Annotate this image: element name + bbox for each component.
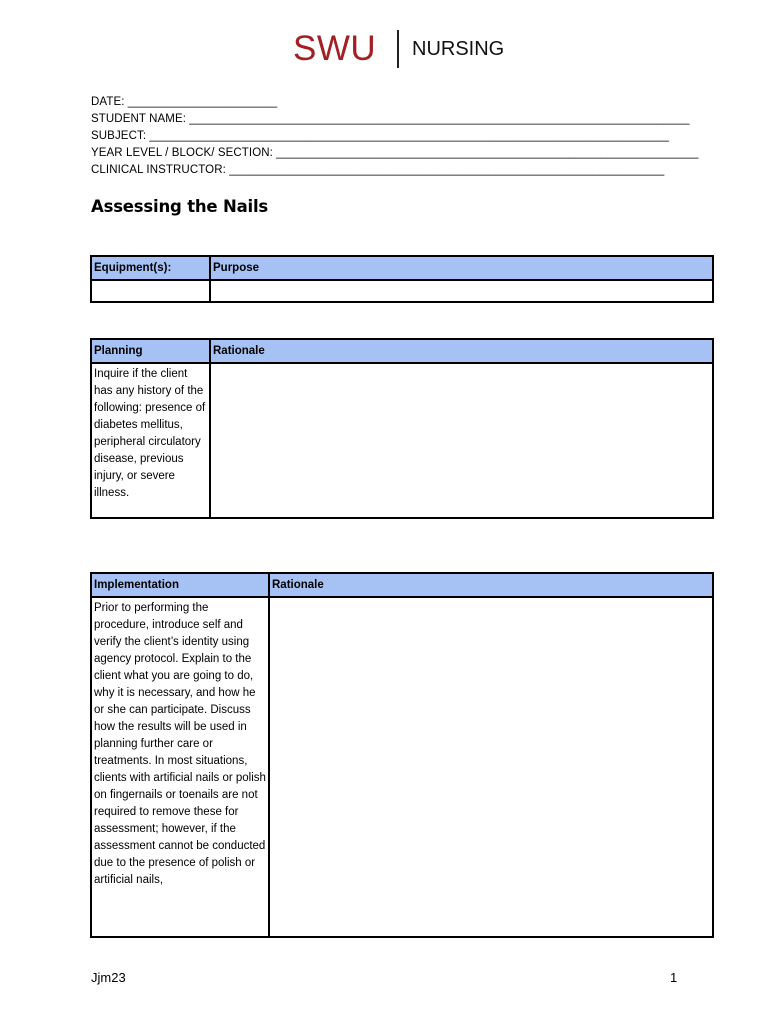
footer-author: Jjm23	[91, 970, 126, 985]
date-field: DATE: _______________________	[91, 96, 278, 108]
rationale-cell	[269, 597, 713, 937]
implementation-table	[90, 572, 714, 938]
table-row	[91, 363, 713, 518]
table-row	[91, 280, 713, 302]
implementation-text: Prior to performing the procedure, introduce self and verify the client’s identity using agency protocol. Explain to the client what you are going to do, why it is necessary, and how he or she can participate. Discuss how the results will be used in planning further care or treatments. In most situations, clients with artificial nails or polish on fingernails or toenails are not required to remove these for assessment; however, if the assessment cannot be conducted due to the presence of polish or artificial nails,	[94, 602, 266, 886]
equipment-cell	[91, 280, 210, 302]
purpose-header: Purpose	[210, 256, 713, 280]
subject-field: SUBJECT: ________________________________________________________________________________	[91, 130, 670, 142]
implementation-cell	[91, 597, 269, 937]
page-title: Assessing the Nails	[91, 197, 269, 216]
table-header-row	[91, 573, 713, 597]
planning-table	[90, 338, 714, 519]
equipment-table	[90, 255, 714, 303]
table-header-row	[91, 256, 713, 280]
planning-text: Inquire if the client has any history of the following: presence of diabetes mellitus, peripheral circulatory disease, previous injury, or severe illness.	[94, 368, 206, 499]
student-info-fields	[91, 94, 699, 179]
logo-divider	[397, 30, 399, 68]
page-number: 1	[670, 970, 678, 985]
logo-nursing: NURSING	[412, 38, 505, 60]
student-name-field: STUDENT NAME: _____________________________________________________________________________	[91, 113, 690, 125]
table-header-row	[91, 339, 713, 363]
planning-cell	[91, 363, 210, 518]
purpose-cell	[210, 280, 713, 302]
rationale-header: Rationale	[269, 573, 713, 597]
implementation-header: Implementation	[91, 573, 269, 597]
logo-swu: SWU	[293, 29, 377, 68]
rationale-header: Rationale	[210, 339, 713, 363]
logo	[0, 28, 768, 72]
year-level-field: YEAR LEVEL / BLOCK/ SECTION: _________________________________________________________________	[91, 147, 699, 159]
rationale-cell	[210, 363, 713, 518]
table-row	[91, 597, 713, 937]
equipment-header: Equipment(s):	[91, 256, 210, 280]
clinical-instructor-field: CLINICAL INSTRUCTOR: ___________________________________________________________________	[91, 164, 665, 176]
planning-header: Planning	[91, 339, 210, 363]
